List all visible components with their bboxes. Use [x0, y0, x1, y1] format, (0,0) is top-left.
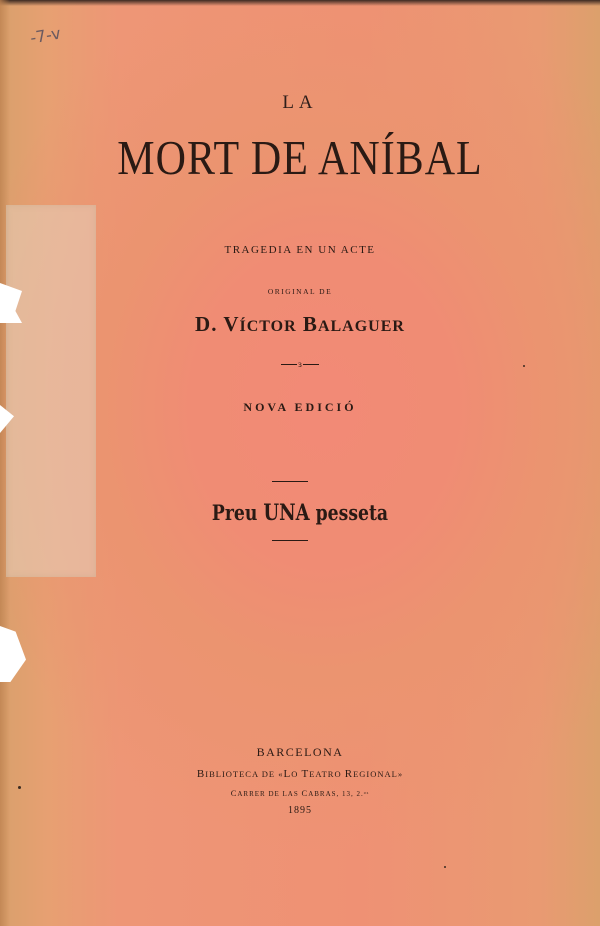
author-initial: B [302, 312, 318, 336]
ornament-line [281, 364, 297, 365]
edition-label: NOVA EDICIÓ [243, 400, 357, 414]
library-t: T [301, 768, 310, 780]
ornament-mark: ɜ [298, 359, 302, 370]
address-c2: C [301, 788, 309, 798]
author-name [0, 312, 600, 337]
library-l: L [283, 768, 292, 780]
price-word3: pesseta [315, 500, 389, 525]
subtitle: TRAGEDIA EN UN ACTE [224, 244, 376, 256]
price-word2: UNA [263, 500, 310, 526]
author-prefix: D. V [195, 312, 240, 336]
address-rest2: ABRAS, 13, 2.ᵒˢ [308, 790, 370, 798]
library-rest2: O [291, 769, 302, 779]
author-first-rest: ÍCTOR [239, 318, 297, 335]
library-rest3: EATRO [309, 769, 345, 779]
ornament-line [303, 364, 319, 365]
torn-edge [0, 626, 26, 682]
imprint-address [0, 788, 600, 798]
library-b: B [196, 768, 206, 780]
imprint-library [0, 768, 600, 780]
title-article: LA [282, 92, 318, 113]
paper-speck [18, 786, 21, 789]
paper-speck [444, 866, 446, 868]
library-r: R [344, 768, 354, 780]
pencil-note: -7-v [28, 23, 63, 48]
original-de-label: ORIGINAL DE [267, 287, 333, 296]
address-rest1: ARRER DE LAS [237, 790, 302, 798]
imprint-city: BARCELONA [256, 745, 344, 759]
paper-speck [523, 365, 525, 367]
library-rest1: IBLIOTECA DE « [205, 769, 284, 779]
rule-top [272, 481, 308, 482]
book-title: MORT DE ANÍBAL [117, 132, 483, 186]
ornament-divider [0, 355, 600, 370]
rule-bottom [272, 540, 308, 541]
price-line [54, 500, 546, 526]
library-rest4: EGIONAL» [353, 769, 404, 779]
price-word1: Preu [211, 500, 258, 525]
author-last-rest: ALAGUER [317, 318, 405, 335]
address-c: C [230, 788, 238, 798]
imprint-year: 1895 [288, 805, 312, 816]
top-edge-shadow [0, 0, 600, 6]
